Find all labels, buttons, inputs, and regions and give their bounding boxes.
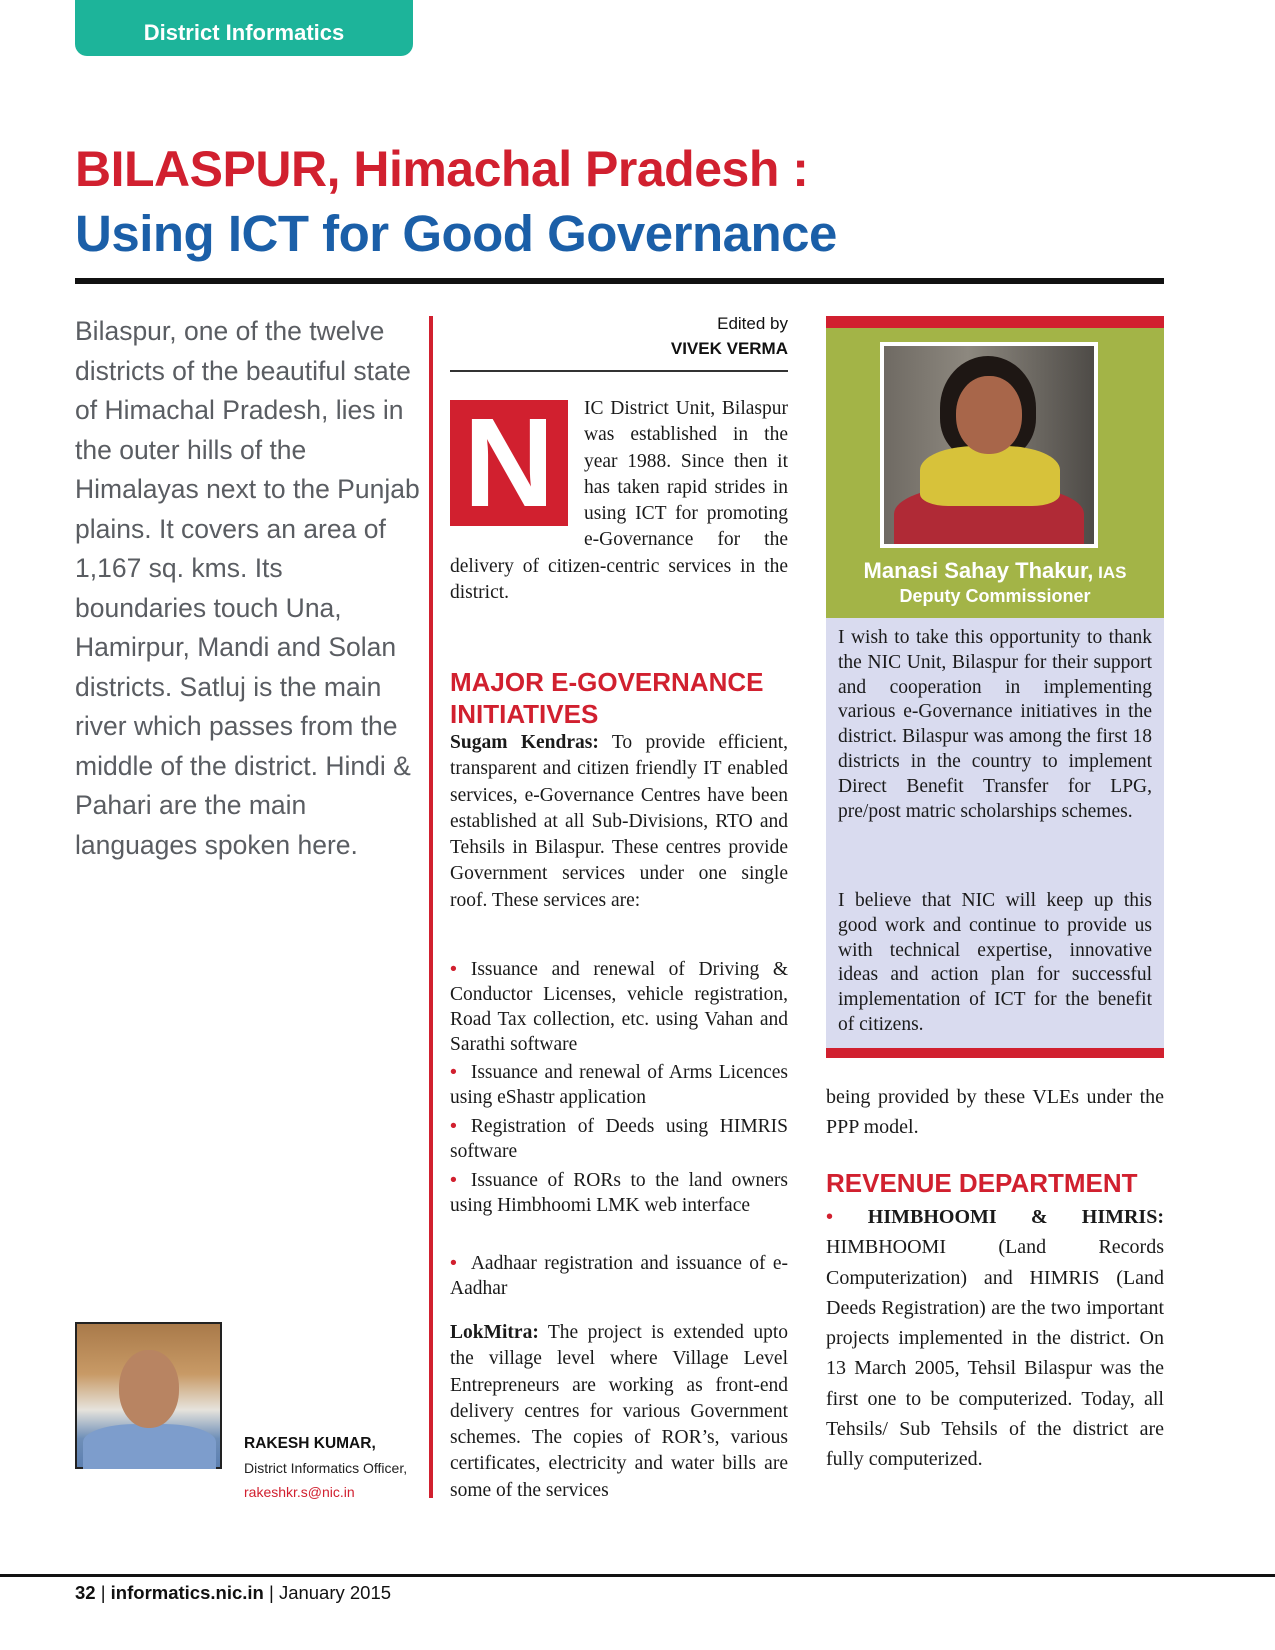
sugam-text: To provide efficient, transparent and citizen friendly IT enabled services, e-Governance Centres have been established at all Sub-Divisions, RTO and Tehsils in Bilaspur. These centres provide Government services under one single roof. These services are: [450, 732, 788, 911]
revenue-label: HIMBHOOMI & HIMRIS: [867, 1206, 1164, 1228]
intro-text: Bilaspur, one of the twelve districts of the beautiful state of Himachal Pradesh, lies in the outer hills of the Himalayas next to the Punjab plains. It covers an area of 1,167 sq. kms. Its boundaries touch Una, Hamirpur, Mandi and Solan districts. Satluj is the main river which passes from the middle of the district. Hindi & Pahari are the main languages spoken here. [75, 316, 420, 860]
author-email-link[interactable]: rakeshkr.s@nic.in [244, 1484, 355, 1500]
list-item: • Registration of Deeds using HIMRIS software [450, 1115, 788, 1162]
lokmitra-paragraph [450, 1320, 788, 1504]
title-line-2: Using ICT for Good Governance [75, 205, 837, 262]
sugam-paragraph [450, 730, 788, 914]
column-divider [429, 316, 433, 1498]
section-tab-label: District Informatics [143, 20, 345, 45]
title-line-1: BILASPUR, Himachal Pradesh : [75, 141, 809, 197]
editor-name: VIVEK VERMA [670, 339, 788, 358]
revenue-text: HIMBHOOMI (Land Records Computerization) and HIMRIS (Land Deeds Registration) are the two important projects implemented in the district. On 13 March 2005, Tehsil Bilaspur was the first one to be computerized. Today, all Tehsils/ Sub Tehsils of the district are fully computerized. [826, 1236, 1164, 1471]
dc-name-suffix: IAS [1093, 563, 1127, 582]
list-item: • Issuance and renewal of Arms Licences using eShastr application [450, 1061, 788, 1108]
footer-divider [0, 1574, 1275, 1577]
deputy-commissioner-photo [880, 342, 1098, 548]
quote-paragraph-1: I wish to take this opportunity to thank the NIC Unit, Bilaspur for their support and cooperation in implementing various e-Governance initiatives in the district. Bilaspur was among the first 18 districts in the country to implement Direct Benefit Transfer for LPG, pre/post matric scholarships schemes. [838, 627, 1152, 822]
author-name: RAKESH KUMAR, [244, 1435, 376, 1452]
column-3-continuation: being provided by these VLEs under the PPP model. [826, 1086, 1164, 1138]
author-photo-shirt [83, 1424, 216, 1469]
dc-designation: Deputy Commissioner [899, 586, 1091, 606]
revenue-paragraph: • HIMBHOOMI & HIMRIS: HIMBHOOMI (Land Records Computerization) and HIMRIS (Land Deeds Registration) are the two important projects implemented in the district. On 13 March 2005, Tehsil Bilaspur was the first one to be computerized. Today, all Tehsils/ Sub Tehsils of the district are fully computerized. [826, 1206, 1164, 1471]
quote-paragraph-2: I believe that NIC will keep up this good work and continue to provide us with technical expertise, innovative ideas and action plan for successful implementation of ICT for the benefit of citizens. [838, 890, 1152, 1035]
author-title: District Informatics Officer, [244, 1460, 408, 1476]
drop-cap: N [450, 400, 568, 526]
heading-major-initiatives: MAJOR E-GOVERNANCE INITIATIVES [450, 667, 764, 729]
footer-issue: January 2015 [278, 1582, 392, 1603]
heading-revenue-department: REVENUE DEPARTMENT [826, 1168, 1138, 1198]
quote-box-top-bar [826, 316, 1164, 328]
lokmitra-label: LokMitra: [450, 1322, 539, 1343]
title-divider [75, 278, 1164, 284]
list-item: • Aadhaar registration and issuance of e-Aadhar [450, 1252, 788, 1299]
list-item: • Issuance and renewal of Driving & Conductor Licenses, vehicle registration, Road Tax collection, etc. using Vahan and Sarathi software [450, 958, 788, 1055]
footer: 32 | informatics.nic.in | January 2015 [75, 1582, 392, 1603]
edited-by-label: Edited by [717, 314, 788, 333]
footer-site-link[interactable]: informatics.nic.in [110, 1582, 264, 1603]
dc-photo-face [956, 376, 1022, 454]
section-tab [75, 0, 413, 56]
author-photo-face [119, 1350, 179, 1428]
page-number: 32 [75, 1582, 96, 1603]
sugam-label: Sugam Kendras: [450, 732, 599, 753]
lokmitra-text: The project is extended upto the village level where Village Level Entrepreneurs are working as front-end delivery centres for various Government schemes. The copies of ROR’s, various certificates, electricity and water bills are some of the services [450, 1322, 788, 1501]
dc-name: Manasi Sahay Thakur, IAS [863, 558, 1127, 583]
quote-box-bottom-bar [826, 1048, 1164, 1058]
lead-text: IC District Unit, Bilaspur was established in the year 1988. Since then it has taken rapid strides in using ICT for promoting e-Governance for the delivery of citizen-centric services in the district. [450, 398, 788, 604]
editor-divider [450, 370, 788, 372]
author-photo [75, 1322, 222, 1469]
list-item: • Issuance of RORs to the land owners using Himbhoomi LMK web interface [450, 1169, 788, 1216]
dc-photo-scarf [920, 446, 1060, 506]
